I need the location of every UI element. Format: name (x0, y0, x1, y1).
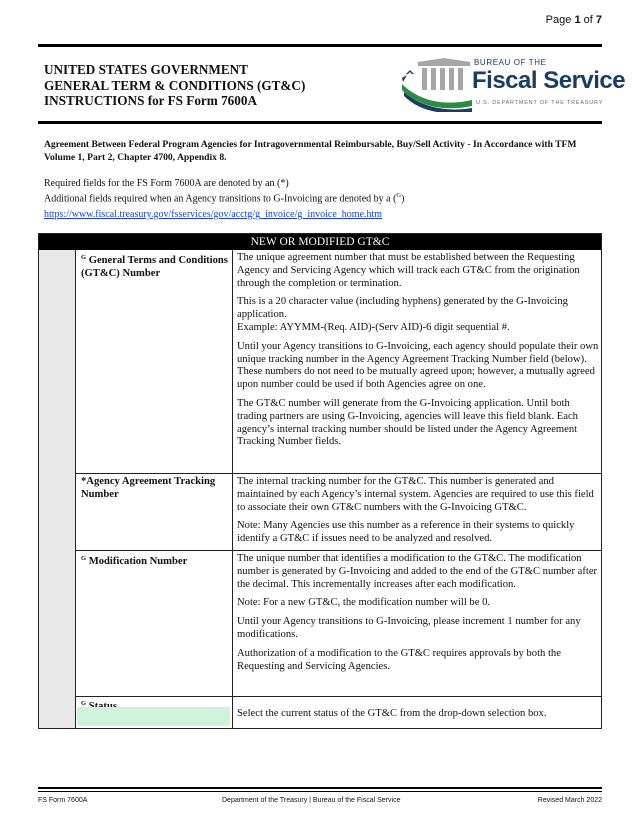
row-label-status: G (81, 700, 87, 707)
row-label-agency-tracking: *Agency Agreement Tracking Number (81, 476, 216, 500)
status-dropdown-field[interactable] (77, 707, 230, 726)
page-number (546, 14, 602, 26)
required-line-2: Additional fields required when an Agency transitions to G-Invoicing are denoted by a ($^G$) (44, 192, 405, 205)
column-divider (232, 250, 233, 728)
footer-department: Department of the Treasury | Bureau of the Fiscal Service (222, 797, 401, 804)
page-of: of (583, 14, 593, 26)
page-prefix: Page (545, 14, 572, 26)
g-invoicing-link[interactable]: https://www.fiscal.treasury.gov/fsservices/gov/acctg/g_invoice/g_invoice_home.htm (44, 209, 383, 220)
logo-sub-text: U.S. DEPARTMENT OF THE TREASURY (476, 100, 604, 106)
fiscal-service-logo (400, 54, 626, 112)
footer-revision: Revised March 2022 (537, 797, 602, 804)
treasury-building-icon (400, 54, 472, 112)
row-label-gtc-number: $^G$ General Terms and Conditions (GT&C) Number (81, 254, 228, 279)
top-rule (38, 44, 602, 47)
row-separator (75, 550, 601, 551)
header-rule (38, 121, 602, 124)
row-separator (75, 473, 601, 474)
required-line-1: Required fields for the FS Form 7600A are denoted by an (*) (44, 178, 289, 189)
document-title (44, 62, 305, 109)
title-line-2: GENERAL TERM & CONDITIONS (GT&C) (44, 77, 306, 93)
gtc-table (38, 233, 602, 729)
title-line-1: UNITED STATES GOVERNMENT (44, 62, 248, 77)
table-header: NEW OR MODIFIED GT&C (39, 234, 601, 250)
table-gutter-column (39, 250, 76, 728)
title-line-3: INSTRUCTIONS for FS Form 7600A (44, 93, 257, 108)
logo-top-text: BUREAU OF THE (474, 58, 547, 67)
required-fields-note (44, 178, 404, 205)
row-desc-modification-number: The unique number that identifies a modification to the GT&C. The modification number is generated by G-Invoicing and added to the end of the GT&C number after the decimal. This incrementally increases after each modification. Note: For a new GT&C, the modification number will be 0. Until your Agency transitions to G-Invoicing, please increment 1 number for any modifications. Authorization of a modification to the GT&C requires approvals by both the Requesting and Servicing Agencies. (237, 553, 598, 672)
agreement-statement: Agreement Between Federal Program Agencies for Intragovernmental Reimbursable, Buy/Sell Activity - In Accordance with TFM Volume 1, Part 2, Chapter 4700, Appendix 8. (44, 139, 577, 163)
page-total: 7 (595, 14, 602, 26)
row-desc-status: Select the current status of the GT&C from the drop-down selection box. (237, 708, 547, 719)
footer-rule (38, 787, 602, 789)
page-current: 1 (574, 14, 581, 26)
row-label-modification-number: $^G$ Modification Number (81, 555, 188, 567)
row-separator (75, 696, 601, 697)
logo-main-text: Fiscal Service (472, 67, 626, 94)
footer-form-name: FS Form 7600A (38, 797, 88, 804)
footer-rule-thin (38, 791, 602, 792)
row-desc-agency-tracking: The internal tracking number for the GT&C. This number is generated and maintained by each Agency’s internal system. Agencies are required to use this field to associate their own GT&C numbers with the G-Invoicing GT&C. Note: Many Agencies use this number as a reference in their systems to quickly identify a GT&C if issues need to be analyzed and resolved. (237, 476, 594, 545)
row-desc-gtc-number: The unique agreement number that must be established between the Requesting Agency and Servicing Agency which will track each GT&C from the origination through the completion or termination. This is a 20 character value (including hyphens) generated by the G-Invoicing application. Example: AYYMM-(Req. AID)-(Serv AID)-6 digit sequential #. Until your Agency transitions to G-Invoicing, each agency should populate their own unique tracking number in the Agency Agreement Tracking Number field (below). These numbers do not need to be mutually agreed upon; however, a mutually agreed upon number could be used if both Agencies agree on one. The GT&C number will generate from the G-Invoicing application. Until both trading partners are using G-Invoicing, agencies will leave this field blank. Each agency’s internal tracking number should be listed under the Agency Agreement Tracking Number fields. (237, 252, 599, 448)
